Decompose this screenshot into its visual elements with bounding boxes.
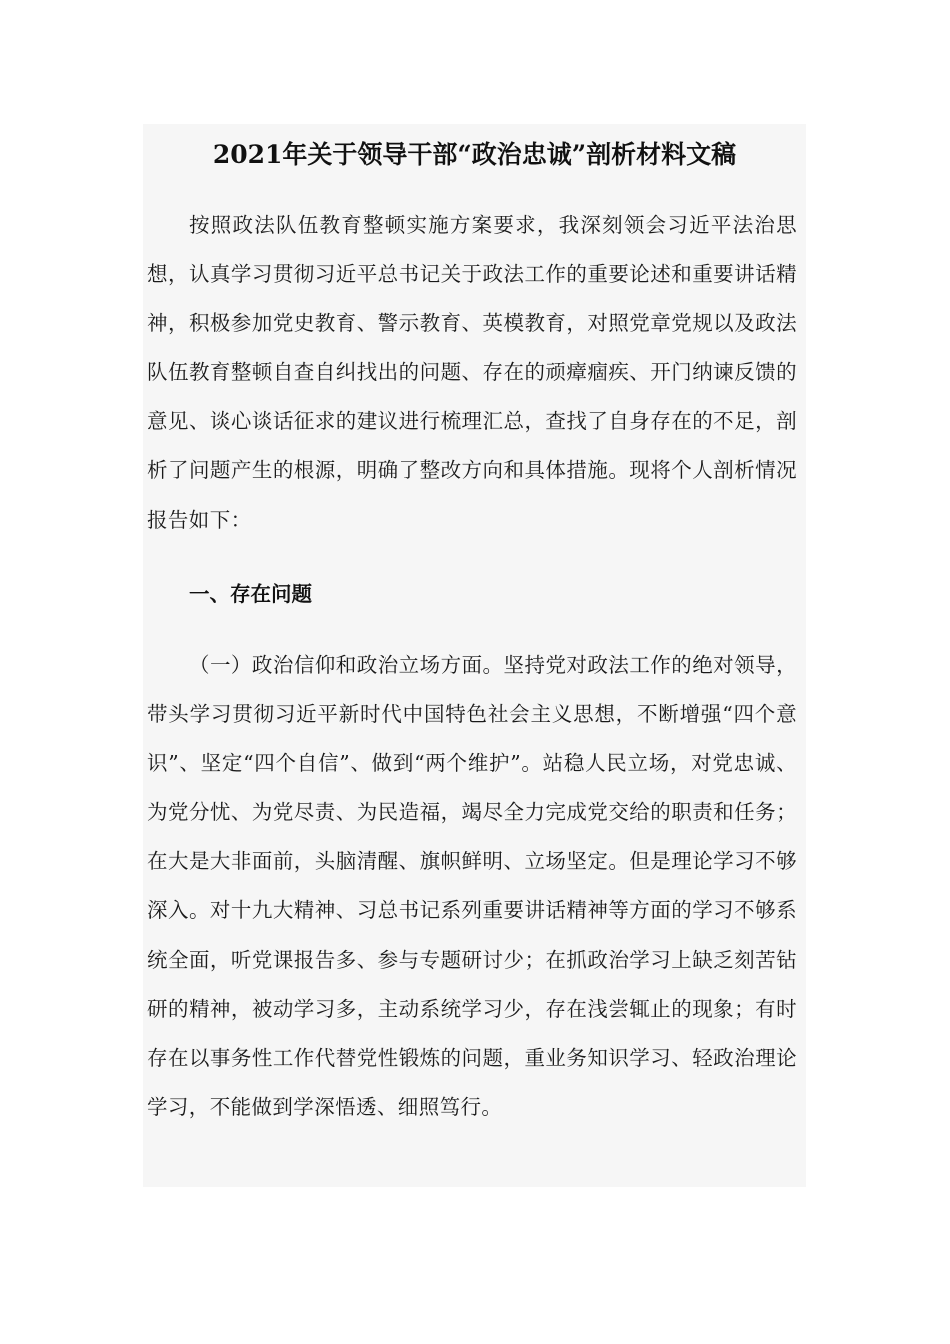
section-heading: 一、存在问题: [189, 582, 312, 606]
intro-paragraph: 按照政法队伍教育整顿实施方案要求，我深刻领会习近平法治思想，认真学习贯彻习近平总书记关于政法工作的重要论述和重要讲话精神，积极参加党史教育、警示教育、英模教育，对照党章党规以及政法队伍教育整顿自查自纠找出的问题、存在的顽瘴痼疾、开门纳谏反馈的意见、谈心谈话征求的建议进行梳理汇总，查找了自身存在的不足，剖析了问题产生的根源，明确了整改方向和具体措施。现将个人剖析情况报告如下：: [147, 213, 797, 532]
document-page: [143, 124, 806, 1187]
document-title: 2021年关于领导干部“政治忠诚”剖析材料文稿: [212, 140, 737, 169]
subsection-paragraph: （一）政治信仰和政治立场方面。坚持党对政法工作的绝对领导，带头学习贯彻习近平新时代中国特色社会主义思想，不断增强“四个意识”、坚定“四个自信”、做到“两个维护”。站稳人民立场，对党忠诚、为党分忧、为党尽责、为民造福，竭尽全力完成党交给的职责和任务；在大是大非面前，头脑清醒、旗帜鲜明、立场坚定。但是理论学习不够深入。对十九大精神、习总书记系列重要讲话精神等方面的学习不够系统全面，听党课报告多、参与专题研讨少；在抓政治学习上缺乏刻苦钻研的精神，被动学习多，主动系统学习少，存在浅尝辄止的现象；有时存在以事务性工作代替党性锻炼的问题，重业务知识学习、轻政治理论学习，不能做到学深悟透、细照笃行。: [147, 653, 797, 1119]
